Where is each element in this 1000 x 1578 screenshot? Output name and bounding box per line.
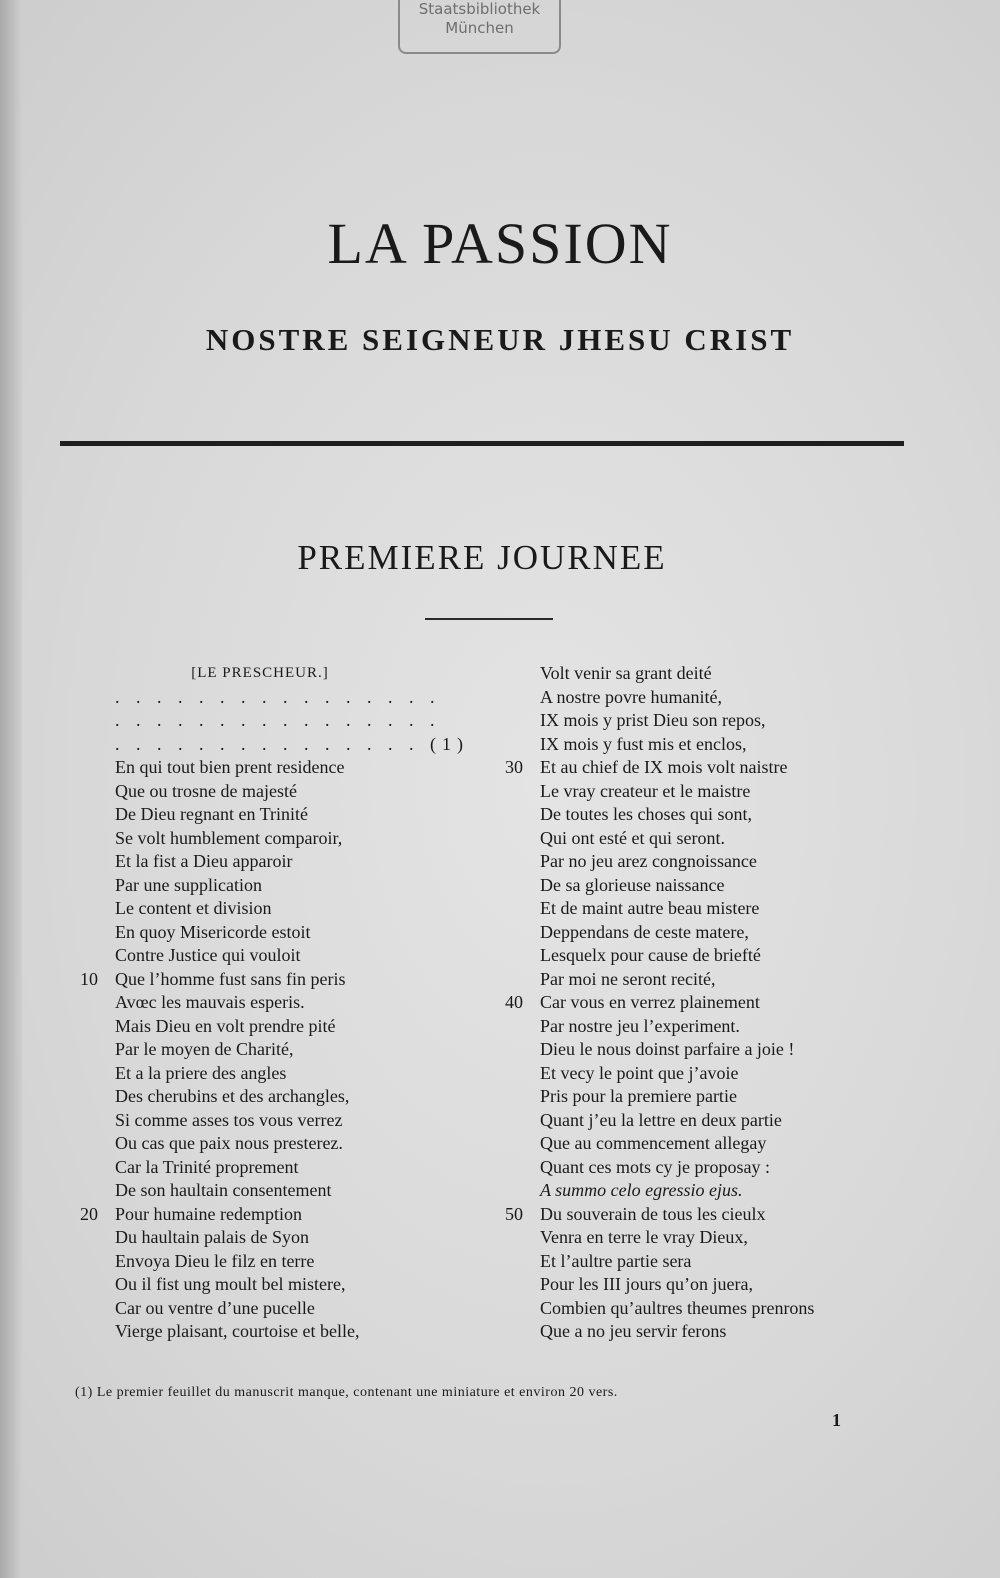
verse-line — [80, 1179, 440, 1203]
verse-line — [505, 827, 885, 851]
verse-line — [505, 1132, 885, 1156]
verse-line — [505, 968, 885, 992]
verse-text: Et l’aultre partie sera — [540, 1250, 692, 1271]
verse-line — [505, 709, 885, 733]
verse-text: Que au commencement allegay — [540, 1133, 767, 1153]
verse-text: Le vray createur et le maistre — [540, 780, 751, 801]
stamp-line-2: München — [445, 19, 514, 37]
verse-line — [80, 1015, 440, 1039]
verse-line — [505, 1226, 885, 1250]
footnote: (1) Le premier feuillet du manuscrit manque, contenant une miniature et environ 20 vers. — [75, 1385, 618, 1400]
speaker-label: [LE PRESCHEUR.] — [191, 665, 329, 681]
verse-text: Venra en terre le vray Dieux, — [540, 1227, 748, 1247]
verse-text: Pris pour la premiere partie — [540, 1086, 737, 1106]
verse-text: De sa glorieuse naissance — [540, 874, 725, 895]
verse-text: Combien qu’aultres theumes prenrons — [540, 1297, 815, 1318]
verse-line — [505, 662, 885, 686]
verse-text: Du souverain de tous les cieulx — [540, 1203, 766, 1224]
verse-text: IX mois y prist Dieu son repos, — [540, 710, 766, 730]
verse-line — [80, 1226, 440, 1250]
verse-line — [505, 1179, 885, 1203]
verse-line — [505, 921, 885, 945]
verse-line — [505, 1156, 885, 1180]
verse-text: Quant j’eu la lettre en deux partie — [540, 1109, 782, 1130]
verse-text: De son haultain consentement — [115, 1180, 332, 1200]
stamp-line-1: Staatsbibliothek — [418, 0, 541, 18]
verse-text: Et vecy le point que j’avoie — [540, 1062, 739, 1083]
verse-text: Qui ont esté et qui seront. — [540, 827, 725, 848]
verse-line — [505, 897, 885, 921]
verse-text: Lesquelx pour cause de briefté — [540, 945, 761, 965]
verse-text: Du haultain palais de Syon — [115, 1227, 309, 1247]
verse-line — [80, 874, 440, 898]
left-verse-column — [80, 662, 469, 1344]
verse-line — [505, 780, 885, 804]
verse-line — [80, 1038, 440, 1062]
verse-line — [505, 850, 885, 874]
verse-text: Vierge plaisant, courtoise et belle, — [115, 1321, 360, 1341]
verse-line — [80, 944, 440, 968]
verse-line — [80, 1273, 440, 1297]
verse-text: Car la Trinité proprement — [115, 1156, 299, 1177]
verse-line — [80, 1062, 440, 1086]
verse-text: Que l’homme fust sans fin peris — [115, 968, 346, 989]
verse-text: Ou il fist ung moult bel mistere, — [115, 1274, 346, 1294]
verse-text: Volt venir sa grant deité — [540, 663, 712, 683]
verse-text: Que ou trosne de majesté — [115, 780, 297, 801]
verse-line — [80, 1203, 440, 1227]
verse-line — [80, 1085, 440, 1109]
verse-text: Deppendans de ceste matere, — [540, 921, 749, 942]
verse-text: Ou cas que paix nous presterez. — [115, 1133, 343, 1153]
verse-line — [80, 756, 440, 780]
verse-text: Par une supplication — [115, 874, 262, 895]
verse-text: Que a no jeu servir ferons — [540, 1321, 727, 1341]
verse-line — [505, 944, 885, 968]
verse-line — [505, 1273, 885, 1297]
verse-line — [505, 1109, 885, 1133]
verse-text: Et de maint autre beau mistere — [540, 898, 760, 918]
verse-text: Quant ces mots cy je proposay : — [540, 1156, 770, 1177]
verse-text: Par le moyen de Charité, — [115, 1039, 294, 1059]
verse-line — [505, 1250, 885, 1274]
verse-text: IX mois y fust mis et enclos, — [540, 733, 747, 754]
verse-text: Pour les III jours qu’on juera, — [540, 1274, 753, 1294]
verse-number: 50 — [505, 1203, 523, 1224]
section-divider — [425, 618, 553, 620]
verse-line — [505, 991, 885, 1015]
verse-text: En quoy Misericorde estoit — [115, 921, 311, 942]
verse-line — [505, 756, 885, 780]
verse-text: Avœc les mauvais esperis. — [115, 992, 305, 1012]
verse-line — [80, 1297, 440, 1321]
library-stamp — [398, 0, 561, 54]
verse-line — [80, 1250, 440, 1274]
right-verse-column — [505, 662, 885, 1344]
verse-text: De toutes les choses qui sont, — [540, 804, 752, 824]
page-number: 1 — [832, 1410, 841, 1430]
verse-line — [505, 1203, 885, 1227]
verse-text: Par nostre jeu l’experiment. — [540, 1015, 740, 1036]
section-heading: PREMIERE JOURNEE — [297, 538, 667, 577]
verse-line — [80, 897, 440, 921]
verse-text: Contre Justice qui vouloit — [115, 945, 301, 965]
verse-text: Mais Dieu en volt prendre pité — [115, 1015, 336, 1036]
verse-text: Par no jeu arez congnoissance — [540, 851, 757, 871]
verse-text: A summo celo egressio ejus. — [540, 1180, 743, 1200]
verse-line — [505, 1038, 885, 1062]
verse-text: Car vous en verrez plainement — [540, 992, 760, 1012]
verse-line — [505, 686, 885, 710]
verse-text: Envoya Dieu le filz en terre — [115, 1250, 315, 1271]
verse-text: Car ou ventre d’une pucelle — [115, 1297, 315, 1318]
verse-line — [80, 1132, 440, 1156]
verse-text: Des cherubins et des archangles, — [115, 1086, 350, 1106]
verse-line — [505, 874, 885, 898]
verse-line — [80, 968, 440, 992]
verse-text: Dieu le nous doinst parfaire a joie ! — [540, 1039, 795, 1059]
page-title: LA PASSION — [327, 211, 673, 276]
verse-text: Et la fist a Dieu apparoir — [115, 851, 293, 871]
title-divider — [60, 441, 904, 446]
page-subtitle: NOSTRE SEIGNEUR JHESU CRIST — [205, 322, 795, 357]
verse-line — [80, 803, 440, 827]
verse-line — [505, 1320, 885, 1344]
verse-text: Le content et division — [115, 898, 272, 918]
verse-number: 10 — [80, 968, 98, 989]
lacuna-dots: . . . . . . . . . . . . . . . (1) — [115, 733, 469, 754]
verse-text: A nostre povre humanité, — [540, 686, 722, 707]
verse-line — [80, 1320, 440, 1344]
verse-number: 40 — [505, 992, 523, 1012]
verse-line — [80, 850, 440, 874]
verse-line — [80, 1109, 440, 1133]
verse-line — [505, 803, 885, 827]
verse-text: Et au chief de IX mois volt naistre — [540, 757, 788, 777]
verse-number: 30 — [505, 757, 523, 777]
verse-line — [505, 1085, 885, 1109]
verse-line — [80, 991, 440, 1015]
verse-text: Si comme asses tos vous verrez — [115, 1109, 343, 1130]
verse-text: Et a la priere des angles — [115, 1062, 287, 1083]
verse-line — [80, 827, 440, 851]
verse-line — [80, 780, 440, 804]
verse-text: Se volt humblement comparoir, — [115, 827, 343, 848]
verse-text: Par moi ne seront recité, — [540, 968, 716, 989]
verse-line — [505, 733, 885, 757]
lacuna-dots: . . . . . . . . . . . . . . . . — [115, 686, 441, 707]
verse-text: Pour humaine redemption — [115, 1203, 302, 1224]
verse-number: 20 — [80, 1203, 98, 1224]
verse-line — [80, 1156, 440, 1180]
verse-text: De Dieu regnant en Trinité — [115, 804, 308, 824]
verse-line — [505, 1062, 885, 1086]
verse-line — [80, 921, 440, 945]
verse-text: En qui tout bien prent residence — [115, 757, 345, 777]
lacuna-dots: . . . . . . . . . . . . . . . . — [115, 710, 441, 730]
verse-line — [505, 1297, 885, 1321]
verse-line — [505, 1015, 885, 1039]
